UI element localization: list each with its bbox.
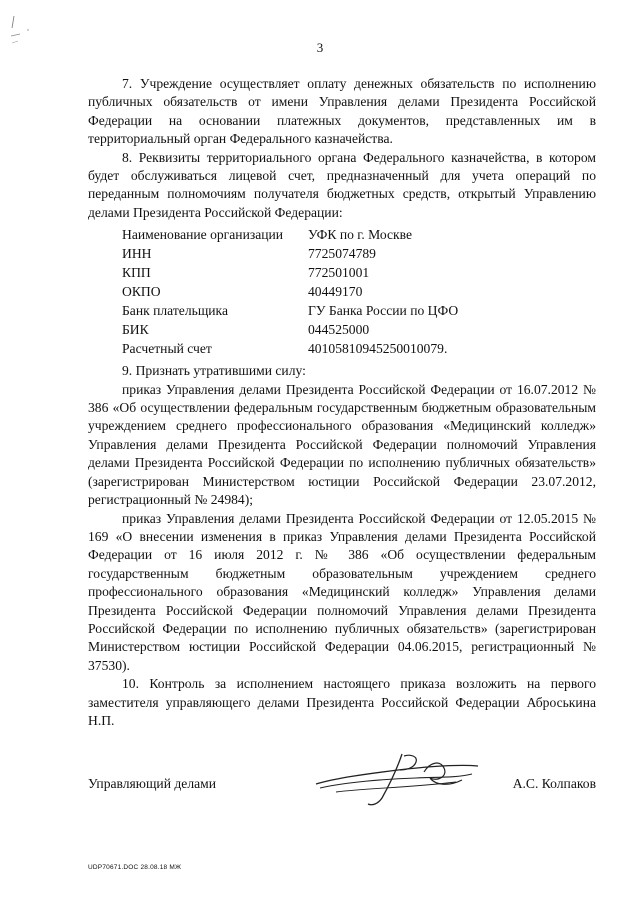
document-body: [88, 75, 596, 730]
repealed-order-1: приказ Управления делами Президента Российской Федерации от 16.07.2012 № 386 «Об осуществлении федеральным государственным бюджетным образовательным учреждением среднего профессионального образования «Медицинский колледж» Управления делами Президента Российской Федерации полномочий Управления делами Президента Российской Федерации по исполнению публичных обязательств» (зарегистрирован Министерством юстиции Российской Федерации 23.07.2012, регистрационный № 24984);: [88, 381, 596, 508]
requisite-value: УФК по г. Москве: [308, 227, 413, 243]
paragraph-10: 10. Контроль за исполнением настоящего приказа возложить на первого заместителя управляющего делами Президента Российской Федерации Аброськина Н.П.: [88, 676, 596, 728]
signatory-name: А.С. Колпаков: [512, 776, 596, 791]
paragraph-7: 7. Учреждение осуществляет оплату денежных обязательств по исполнению публичных обязательств от имени Управления делами Президента Российской Федерации на основании платежных документов, представленных им в территориальный орган Федерального казначейства.: [88, 76, 596, 147]
requisite-row: [122, 264, 558, 283]
requisite-row: [122, 321, 558, 340]
requisite-row: [122, 302, 558, 321]
requisite-value: 044525000: [308, 322, 370, 338]
requisite-row: [122, 283, 558, 302]
requisite-value: 7725074789: [308, 246, 376, 262]
requisite-value: 40449170: [308, 284, 363, 300]
requisite-row: [122, 226, 558, 245]
paragraph-9: 9. Признать утратившими силу:: [122, 363, 306, 379]
requisite-label: Банк плательщика: [122, 303, 228, 319]
requisite-label: Расчетный счет: [122, 341, 212, 357]
requisite-value: 772501001: [308, 265, 370, 281]
requisite-row: [122, 245, 558, 264]
requisite-label: КПП: [122, 265, 151, 281]
requisite-row: [122, 340, 558, 359]
requisite-label: БИК: [122, 322, 149, 338]
paragraph-8: 8. Реквизиты территориального органа Федерального казначейства, в котором будет обслуживаться лицевой счет, предназначенный для учета операций по переданным полномочиям получателя бюджетных средств, открытый Управлению делами Президента Российской Федерации:: [88, 149, 596, 220]
document-footer: UDP70671.DOC 28.08.18 МЖ: [88, 864, 182, 871]
requisites-table: [122, 226, 558, 359]
requisite-label: ИНН: [122, 246, 152, 262]
repealed-order-2: приказ Управления делами Президента Российской Федерации от 12.05.2015 № 169 «О внесении изменения в приказ Управления делами Президента Российской Федерации от 16 июля 2012 г. № 386 «Об осуществлении федеральным государственным бюджетным образовательным учреждением среднего профессионального образования «Медицинский колледж» Управления делами Президента Российской Федерации полномочий Управления делами Президента Российской Федерации по исполнению публичных обязательств» (зарегистрирован Министерством юстиции Российской Федерации 04.06.2015, регистрационный № 37530).: [88, 510, 596, 673]
requisite-value: ГУ Банка России по ЦФО: [308, 303, 459, 319]
requisite-value: 40105810945250010079.: [308, 341, 448, 357]
signature-block: [88, 776, 596, 796]
requisite-label: Наименование организации: [122, 227, 284, 243]
page-number: 3: [316, 40, 324, 55]
signatory-role: Управляющий делами: [88, 776, 217, 791]
requisite-label: ОКПО: [122, 284, 161, 300]
